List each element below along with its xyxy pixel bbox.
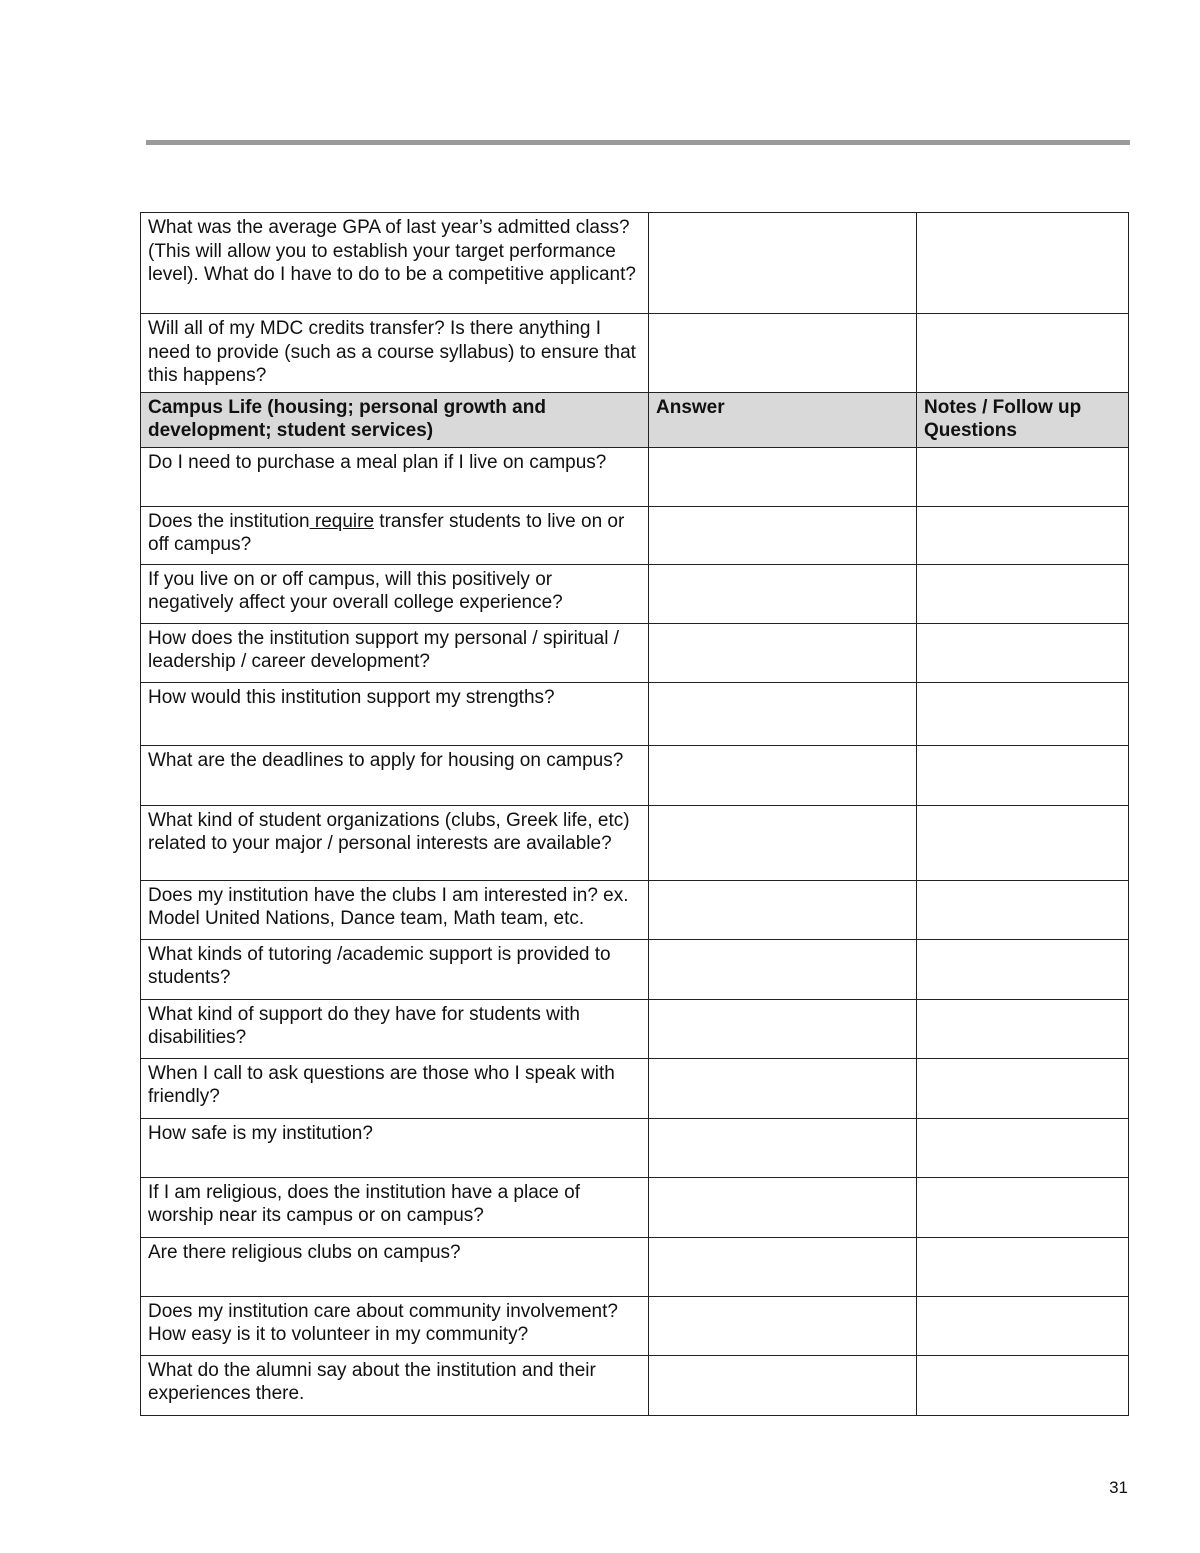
table-row bbox=[141, 745, 1129, 805]
question-cell: Does my institution have the clubs I am interested in? ex. Model United Nations, Dance team, Math team, etc. bbox=[141, 880, 649, 939]
question-cell: What are the deadlines to apply for housing on campus? bbox=[141, 745, 649, 805]
table-row bbox=[141, 1296, 1129, 1355]
table-row bbox=[141, 880, 1129, 939]
table-row bbox=[141, 939, 1129, 999]
answer-cell[interactable] bbox=[649, 213, 917, 314]
notes-cell[interactable] bbox=[917, 564, 1129, 623]
notes-cell[interactable] bbox=[917, 939, 1129, 999]
question-cell: Do I need to purchase a meal plan if I live on campus? bbox=[141, 447, 649, 506]
require-link[interactable]: require bbox=[309, 510, 375, 532]
table-row bbox=[141, 1058, 1129, 1118]
question-cell: What kind of student organizations (clubs, Greek life, etc) related to your major / personal interests are available? bbox=[141, 805, 649, 880]
question-cell: What kinds of tutoring /academic support is provided to students? bbox=[141, 939, 649, 999]
table-row bbox=[141, 506, 1129, 564]
notes-cell[interactable] bbox=[917, 1177, 1129, 1237]
answer-cell[interactable] bbox=[649, 623, 917, 682]
table-row bbox=[141, 1237, 1129, 1296]
notes-cell[interactable] bbox=[917, 1058, 1129, 1118]
notes-cell[interactable] bbox=[917, 506, 1129, 564]
table-row bbox=[141, 447, 1129, 506]
table-row bbox=[141, 1118, 1129, 1177]
page-number: 31 bbox=[1109, 1478, 1128, 1497]
answer-cell[interactable] bbox=[649, 506, 917, 564]
question-cell: What do the alumni say about the institution and their experiences there. bbox=[141, 1355, 649, 1415]
table-row bbox=[141, 564, 1129, 623]
table-row bbox=[141, 805, 1129, 880]
answer-cell[interactable] bbox=[649, 1296, 917, 1355]
college-checklist-table bbox=[140, 212, 1129, 1416]
question-cell: How would this institution support my strengths? bbox=[141, 682, 649, 745]
answer-cell[interactable] bbox=[649, 1177, 917, 1237]
notes-cell[interactable] bbox=[917, 880, 1129, 939]
question-text: Does the institution bbox=[148, 510, 310, 532]
category-header: Campus Life (housing; personal growth and development; student services) bbox=[141, 392, 649, 447]
question-cell bbox=[141, 506, 649, 564]
table-row bbox=[141, 314, 1129, 393]
table-row bbox=[141, 999, 1129, 1058]
notes-cell[interactable] bbox=[917, 805, 1129, 880]
table-row bbox=[141, 1355, 1129, 1415]
table-row bbox=[141, 682, 1129, 745]
answer-cell[interactable] bbox=[649, 999, 917, 1058]
section-header-row bbox=[141, 392, 1129, 447]
question-cell: What was the average GPA of last year’s admitted class? (This will allow you to establish your target performance level). What do I have to do to be a competitive applicant? bbox=[141, 213, 649, 314]
notes-cell[interactable] bbox=[917, 447, 1129, 506]
notes-cell[interactable] bbox=[917, 314, 1129, 393]
question-cell: How safe is my institution? bbox=[141, 1118, 649, 1177]
notes-cell[interactable] bbox=[917, 1296, 1129, 1355]
table-row bbox=[141, 1177, 1129, 1237]
answer-cell[interactable] bbox=[649, 1355, 917, 1415]
table-row bbox=[141, 213, 1129, 314]
notes-cell[interactable] bbox=[917, 1237, 1129, 1296]
answer-header: Answer bbox=[649, 392, 917, 447]
notes-cell[interactable] bbox=[917, 682, 1129, 745]
answer-cell[interactable] bbox=[649, 682, 917, 745]
answer-cell[interactable] bbox=[649, 447, 917, 506]
question-cell: Does my institution care about community involvement? How easy is it to volunteer in my community? bbox=[141, 1296, 649, 1355]
answer-cell[interactable] bbox=[649, 939, 917, 999]
question-cell: If I am religious, does the institution have a place of worship near its campus or on campus? bbox=[141, 1177, 649, 1237]
notes-cell[interactable] bbox=[917, 623, 1129, 682]
answer-cell[interactable] bbox=[649, 564, 917, 623]
table-row bbox=[141, 623, 1129, 682]
notes-cell[interactable] bbox=[917, 999, 1129, 1058]
question-cell: Will all of my MDC credits transfer? Is there anything I need to provide (such as a course syllabus) to ensure that this happens? bbox=[141, 314, 649, 393]
question-cell: Are there religious clubs on campus? bbox=[141, 1237, 649, 1296]
answer-cell[interactable] bbox=[649, 805, 917, 880]
question-cell: If you live on or off campus, will this positively or negatively affect your overall college experience? bbox=[141, 564, 649, 623]
answer-cell[interactable] bbox=[649, 880, 917, 939]
question-cell: What kind of support do they have for students with disabilities? bbox=[141, 999, 649, 1058]
answer-cell[interactable] bbox=[649, 1237, 917, 1296]
answer-cell[interactable] bbox=[649, 1118, 917, 1177]
answer-cell[interactable] bbox=[649, 745, 917, 805]
notes-cell[interactable] bbox=[917, 213, 1129, 314]
notes-cell[interactable] bbox=[917, 1355, 1129, 1415]
question-cell: When I call to ask questions are those who I speak with friendly? bbox=[141, 1058, 649, 1118]
question-text: transfer students to live on or off campus? bbox=[148, 510, 625, 555]
question-cell: How does the institution support my personal / spiritual / leadership / career development? bbox=[141, 623, 649, 682]
answer-cell[interactable] bbox=[649, 1058, 917, 1118]
notes-cell[interactable] bbox=[917, 745, 1129, 805]
notes-header: Notes / Follow up Questions bbox=[917, 392, 1129, 447]
answer-cell[interactable] bbox=[649, 314, 917, 393]
notes-cell[interactable] bbox=[917, 1118, 1129, 1177]
header-rule bbox=[146, 140, 1130, 145]
